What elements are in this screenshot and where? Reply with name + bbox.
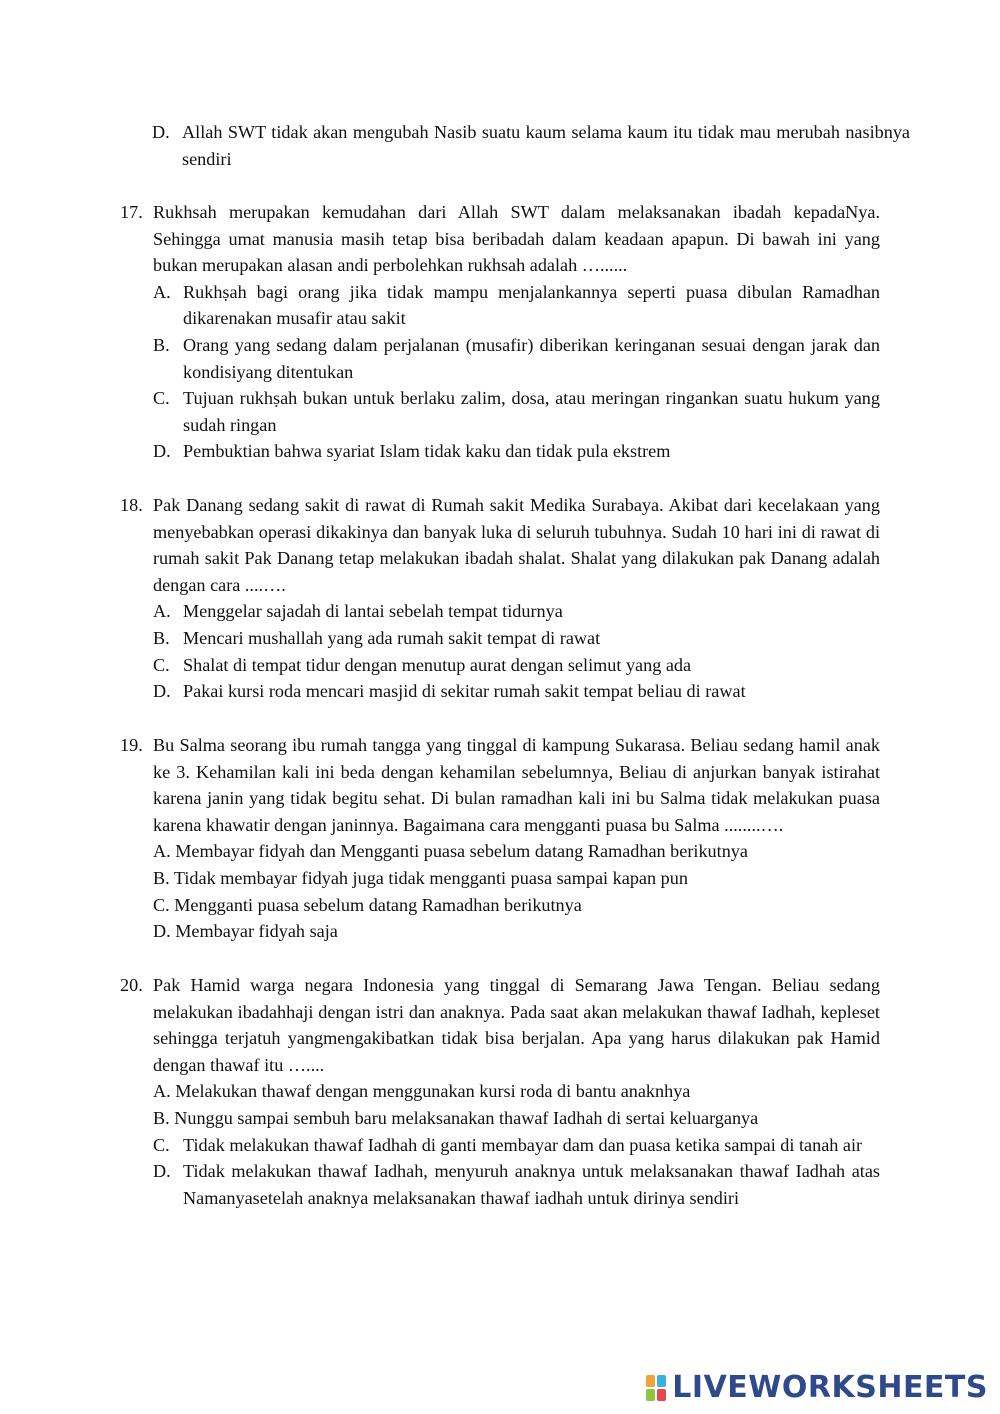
- prev-question-option-d[interactable]: [152, 119, 910, 172]
- option-text: Mencari mushallah yang ada rumah sakit tempat di rawat: [183, 627, 601, 648]
- question-stem: [120, 492, 880, 598]
- option-label: A.: [153, 281, 171, 302]
- question-number: 19.: [120, 735, 143, 755]
- option-label: B.: [153, 1107, 175, 1128]
- question-19: [120, 732, 880, 945]
- question-18: [120, 492, 880, 705]
- question-20: [120, 972, 880, 1211]
- question-17: [120, 199, 880, 465]
- option-text: Pembuktian bahwa syariat Islam tidak kaku dan tidak pula ekstrem: [183, 441, 671, 462]
- option-text: Membayar fidyah dan Mengganti puasa sebelum datang Ramadhan berikutnya: [175, 841, 748, 862]
- logo-tile: [657, 1375, 666, 1387]
- logo-tile: [646, 1389, 655, 1401]
- question-stem: [120, 972, 880, 1078]
- option-text: Shalat di tempat tidur dengan menutup aurat dengan selimut yang ada: [183, 654, 692, 675]
- option-label: D.: [153, 441, 171, 462]
- option-text: Tidak melakukan thawaf Iadhah di ganti membayar dam dan puasa ketika sampai di tanah air: [183, 1134, 863, 1155]
- option-a[interactable]: [120, 279, 880, 332]
- liveworksheets-brand[interactable]: [646, 1370, 988, 1405]
- option-label: D.: [152, 122, 170, 142]
- option-c[interactable]: [120, 385, 880, 438]
- option-b[interactable]: [120, 332, 880, 385]
- option-text: Tidak melakukan thawaf Iadhah, menyuruh anaknya untuk melaksanakan thawaf Iadhah atas Namanyasetelah anaknya melaksanakan thawaf iadhah untuk dirinya sendiri: [183, 1161, 880, 1208]
- option-label: B.: [153, 334, 170, 355]
- question-number: 20.: [120, 975, 143, 995]
- brand-name: LIVEWORKSHEETS: [672, 1370, 988, 1405]
- option-text: Tujuan rukhṣah bukan untuk berlaku zalim, dosa, atau meringan ringankan suatu hukum yang sudah ringan: [183, 388, 880, 435]
- option-label: C.: [153, 654, 170, 675]
- question-text: Rukhsah merupakan kemudahan dari Allah SWT dalam melaksanakan ibadah kepadaNya. Sehingga umat manusia masih tetap bisa beribadah dalam keadaan apapun. Di bawah ini yang bukan merupakan alasan andi perbolehkan rukhsah adalah …......: [153, 202, 880, 276]
- option-text: Tidak membayar fidyah juga tidak mengganti puasa sampai kapan pun: [173, 867, 688, 888]
- logo-tile: [657, 1389, 666, 1401]
- option-a[interactable]: [120, 598, 880, 625]
- option-label: C.: [153, 1134, 170, 1155]
- option-d[interactable]: [120, 1158, 880, 1211]
- option-text: Nunggu sampai sembuh baru melaksanakan thawaf Iadhah di sertai keluarganya: [174, 1107, 759, 1128]
- option-text: Pakai kursi roda mencari masjid di sekitar rumah sakit tempat beliau di rawat: [183, 681, 746, 702]
- option-text: Membayar fidyah saja: [175, 921, 338, 942]
- option-c[interactable]: [120, 1132, 880, 1159]
- option-a[interactable]: [120, 838, 880, 865]
- option-label: C.: [153, 388, 170, 409]
- option-label: B.: [153, 867, 174, 888]
- option-d[interactable]: [120, 918, 880, 945]
- logo-tile: [646, 1375, 655, 1387]
- question-stem: [120, 732, 880, 838]
- option-label: A.: [153, 841, 176, 862]
- question-number: 18.: [120, 495, 143, 515]
- option-label: A.: [153, 1081, 176, 1102]
- option-d[interactable]: [120, 438, 880, 465]
- option-b[interactable]: [120, 1105, 880, 1132]
- question-text: Pak Hamid warga negara Indonesia yang tinggal di Semarang Jawa Tengan. Beliau sedang melakukan ibadahhaji dengan istri dan anaknya. Pada saat akan melakukan thawaf Iadhah, kepleset sehingga terjatuh yangmengakibatkan tidak bisa berjalan. Apa yang harus dilakukan pak Hamid dengan thawaf itu …....: [153, 975, 880, 1075]
- question-text: Bu Salma seorang ibu rumah tangga yang tinggal di kampung Sukarasa. Beliau sedang hamil anak ke 3. Kehamilan kali ini beda dengan kehamilan sebelumnya, Beliau di anjurkan banyak istirahat karena janin yang tidak begitu sehat. Di bulan ramadhan kali ini bu Salma tidak melakukan puasa karena khawatir dengan janinnya. Bagaimana cara mengganti puasa bu Salma ........….: [153, 735, 880, 835]
- option-c[interactable]: [120, 652, 880, 679]
- option-text: Menggelar sajadah di lantai sebelah tempat tidurnya: [183, 601, 563, 622]
- option-text: Rukhṣah bagi orang jika tidak mampu menjalankannya seperti puasa dibulan Ramadhan dikarenakan musafir atau sakit: [183, 281, 880, 329]
- option-text: Melakukan thawaf dengan menggunakan kursi roda di bantu anaknhya: [175, 1081, 691, 1102]
- option-d[interactable]: [120, 678, 880, 705]
- option-label: B.: [153, 627, 170, 648]
- option-text: Allah SWT tidak akan mengubah Nasib suatu kaum selama kaum itu tidak mau merubah nasibnya sendiri: [182, 122, 910, 169]
- option-text: Orang yang sedang dalam perjalanan (musafir) diberikan keringanan sesuai dengan jarak dan kondisiyang ditentukan: [183, 334, 880, 382]
- question-stem: [120, 199, 880, 279]
- option-label: C.: [153, 894, 175, 915]
- option-label: D.: [153, 681, 171, 702]
- option-label: D.: [153, 921, 176, 942]
- option-b[interactable]: [120, 625, 880, 652]
- question-number: 17.: [120, 202, 143, 222]
- option-text: Mengganti puasa sebelum datang Ramadhan berikutnya: [174, 894, 582, 915]
- question-text: Pak Danang sedang sakit di rawat di Rumah sakit Medika Surabaya. Akibat dari kecelakaan yang menyebabkan operasi dikakinya dan banyak luka di seluruh tubuhnya. Sudah 10 hari ini di rawat di rumah sakit Pak Danang tetap melakukan ibadah shalat. Shalat yang dilakukan pak Danang adalah dengan cara ....….: [153, 495, 880, 595]
- option-a[interactable]: [120, 1078, 880, 1105]
- option-label: A.: [153, 601, 171, 622]
- liveworksheets-logo-icon: [646, 1375, 666, 1401]
- option-label: D.: [153, 1161, 171, 1182]
- option-b[interactable]: [120, 865, 880, 892]
- option-c[interactable]: [120, 892, 880, 919]
